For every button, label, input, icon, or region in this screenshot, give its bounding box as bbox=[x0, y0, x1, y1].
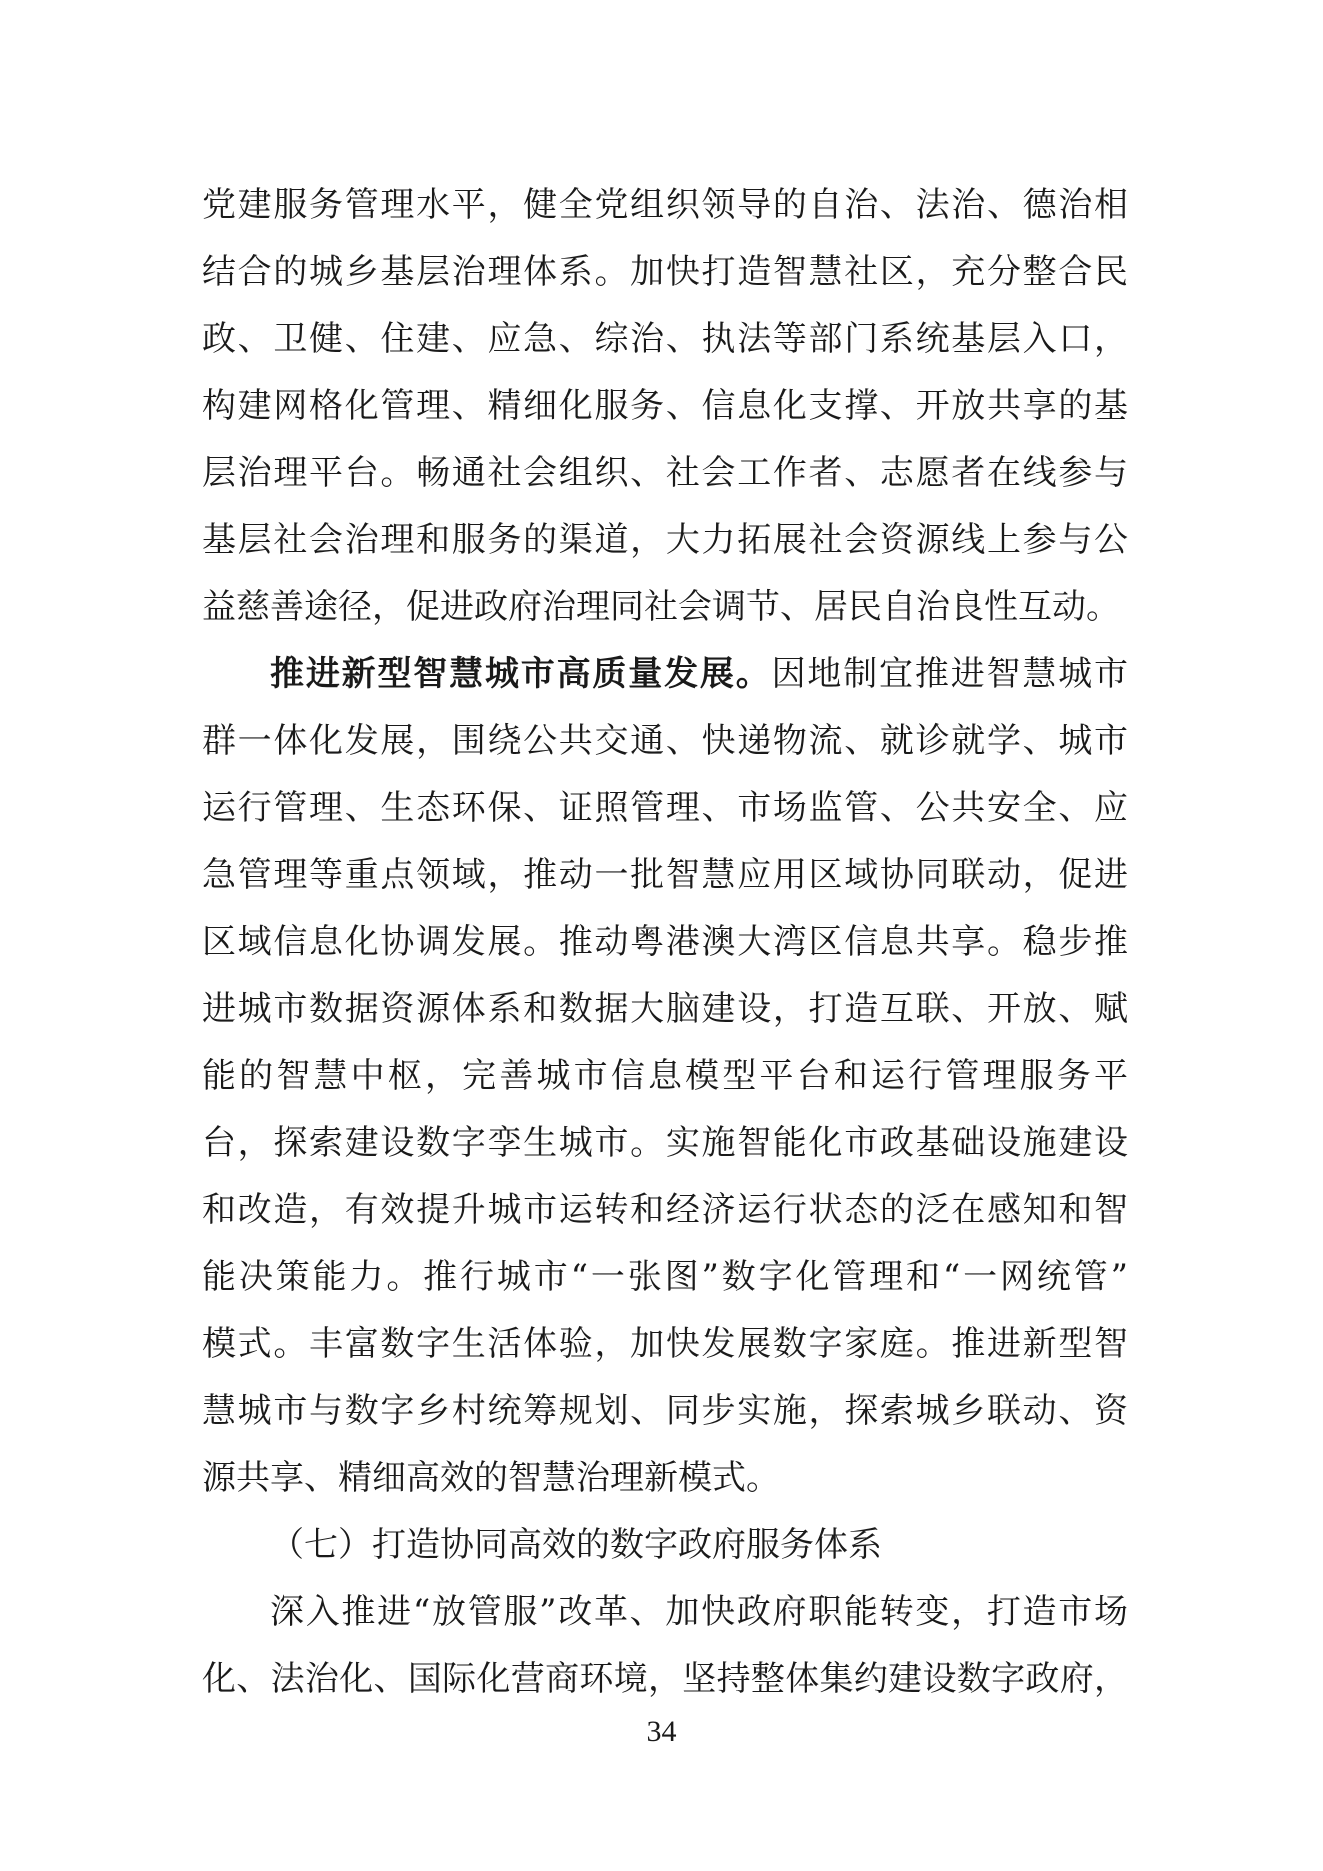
paragraph-1-line-4: 构建网格化管理、精细化服务、信息化支撑、开放共享的基 bbox=[202, 386, 1128, 426]
paragraph-2-line-8: 台，探索建设数字孪生城市。实施智能化市政基础设施建设 bbox=[202, 1123, 1128, 1163]
paragraph-1-line-7: 益慈善途径，促进政府治理同社会调节、居民自治良性互动。 bbox=[202, 587, 1120, 627]
paragraph-1-line-3: 政、卫健、住建、应急、综治、执法等部门系统基层入口， bbox=[202, 319, 1128, 359]
paragraph-2-first-line-rest: 因地制宜推进智慧城市 bbox=[771, 654, 1129, 694]
paragraph-2-line-5: 区域信息化协调发展。推动粤港澳大湾区信息共享。稳步推 bbox=[202, 922, 1128, 962]
paragraph-1-line-6: 基层社会治理和服务的渠道，大力拓展社会资源线上参与公 bbox=[202, 520, 1128, 560]
paragraph-1-line-1: 党建服务管理水平，健全党组织领导的自治、法治、德治相 bbox=[202, 185, 1128, 225]
paragraph-2-line-13: 源共享、精细高效的智慧治理新模式。 bbox=[202, 1458, 780, 1498]
paragraph-3-line-1: 深入推进“放管服”改革、加快政府职能转变，打造市场 bbox=[270, 1592, 1128, 1632]
paragraph-3-line-2: 化、法治化、国际化营商环境，坚持整体集约建设数字政府， bbox=[202, 1659, 1128, 1699]
paragraph-2-line-12: 慧城市与数字乡村统筹规划、同步实施，探索城乡联动、资 bbox=[202, 1391, 1128, 1431]
paragraph-2-line-7: 能的智慧中枢，完善城市信息模型平台和运行管理服务平 bbox=[202, 1056, 1128, 1096]
paragraph-2-line-4: 急管理等重点领域，推动一批智慧应用区域协同联动，促进 bbox=[202, 855, 1128, 895]
paragraph-2-line-10: 能决策能力。推行城市“一张图”数字化管理和“一网统管” bbox=[202, 1257, 1128, 1297]
paragraph-2-line-6: 进城市数据资源体系和数据大脑建设，打造互联、开放、赋 bbox=[202, 989, 1128, 1029]
page-number: 34 bbox=[646, 1715, 677, 1748]
body-text bbox=[202, 172, 1128, 1713]
paragraph-2-line-11: 模式。丰富数字生活体验，加快发展数字家庭。推进新型智 bbox=[202, 1324, 1128, 1364]
section-heading: （七）打造协同高效的数字政府服务体系 bbox=[270, 1525, 882, 1565]
paragraph-2-line-1 bbox=[202, 641, 1128, 708]
paragraph-2-line-2: 群一体化发展，围绕公共交通、快递物流、就诊就学、城市 bbox=[202, 721, 1128, 761]
paragraph-1-line-5: 层治理平台。畅通社会组织、社会工作者、志愿者在线参与 bbox=[202, 453, 1128, 493]
paragraph-1-line-2: 结合的城乡基层治理体系。加快打造智慧社区，充分整合民 bbox=[202, 252, 1128, 292]
paragraph-2-bold-heading: 推进新型智慧城市高质量发展。 bbox=[270, 654, 772, 694]
paragraph-2-line-3: 运行管理、生态环保、证照管理、市场监管、公共安全、应 bbox=[202, 788, 1128, 828]
paragraph-2-line-9: 和改造，有效提升城市运转和经济运行状态的泛在感知和智 bbox=[202, 1190, 1128, 1230]
